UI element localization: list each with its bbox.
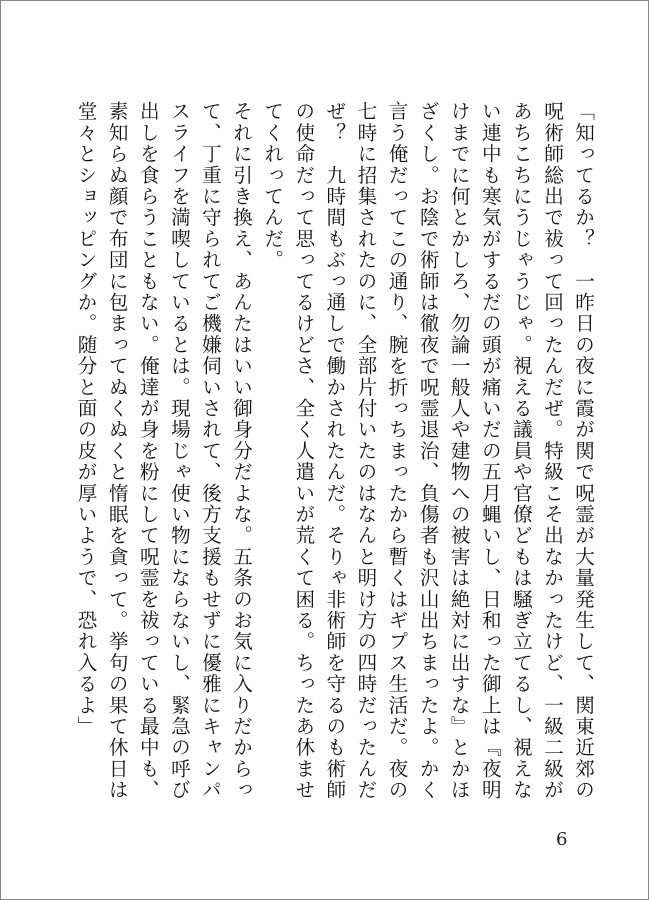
paragraph-1: 「知ってるか？ 一昨日の夜に霞が関で呪霊が大量発生して、関東近郊の呪術師総出で祓って回ったんだぜ。特級こそ出なかったけど、一級二級があちこちにうじゃうじゃ。視える議員や官僚どもは騒ぎ立てるし、視えない連中も寒気がするだの頭が痛いだの五月蝿いし、日和った御上は『夜明けまでに何とかしろ、勿論一般人や建物への被害は絶対に出すな』とかほざくし。お陰で術師は徹夜で呪霊退治、負傷者も沢山出ちまったよ。かく言う俺だってこの通り、腕を折っちまったから暫くはギプス生活だ。夜の七時に招集されたのに、全部片付いたのはなんと明け方の四時だったんだぜ？ 九時間もぶっ通しで働かされたんだ。そりゃ非術師を守るのも術師の使命だって思ってるけどさ、全く人遣いが荒くて困る。ちったあ休ませてくれってんだ。	[260, 101, 595, 801]
body-text	[70, 101, 599, 801]
page-number: 6	[556, 829, 568, 850]
paragraph-2: それに引き換え、あんたはいい御身分だよな。五条のお気に入りだからって、丁重に守られてご機嫌伺いされて、後方支援もせずに優雅にキャンパスライフを満喫しているとは。現場じゃ使い物にならないし、緊急の呼び出しを食らうこともない。俺達が身を粉にして呪霊を祓っている最中も、素知らぬ顔で布団に包まってぬくぬくと惰眠を貪って。挙句の果て休日は堂々とショッピングか。随分と面の皮が厚いようで、恐れ入るよ」	[74, 101, 253, 801]
vertical-text-block	[70, 101, 595, 801]
